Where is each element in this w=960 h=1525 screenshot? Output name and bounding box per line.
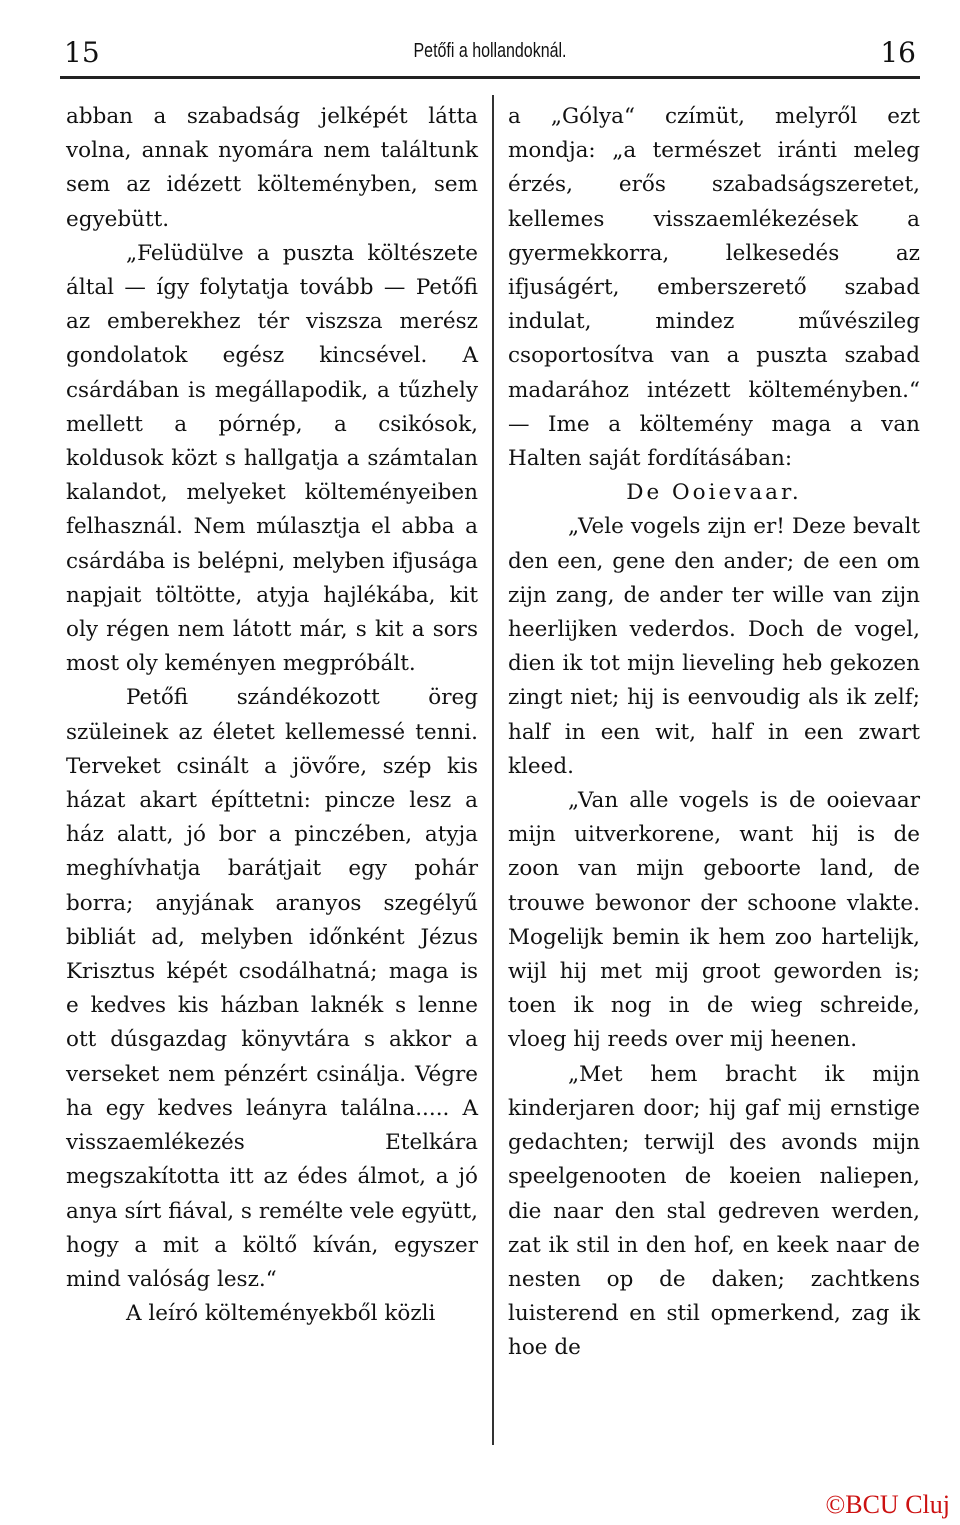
left-paragraph-4: A leíró költeményekből közli [126,1301,436,1327]
right-paragraph-4: „Met hem bracht ik mijn kinderjaren door; hij gaf mij ernstige gedachten; terwijl des avonds mijn speelgenooten de koeien naliepen, die naar den stal gedreven werden, zat ik stil in den hof, en keek naar de nesten op de daken; zachtkens luisterend en stil opmerkend, zag ik hoe de [508,1061,920,1361]
right-paragraph-3: „Van alle vogels is de ooievaar mijn uitverkorene, want hij is de zoon van mijn geboorte land, de trouwe bewonor der schoone vlakte. Mogelijk bemin ik hem zoo hartelijk, wijl hij met mij groot geworden is; toen ik nog in de wieg schreide, vloeg hij reeds over mij heenen. [508,788,920,1053]
header-rule [60,76,920,79]
column-divider [492,95,494,1445]
poem-title: De Ooievaar. [626,480,802,506]
running-title: Petőfi a hollandoknál. [413,40,567,62]
left-paragraph-3: Petőfi szándékozott öreg szüleinek az életet kellemessé tenni. Terveket csinált a jövőre, szép kis házat akart építtetni: pincze lesz a ház alatt, jó bor a pinczében, atyja meghívhatja barátjait egy pohár borra; anyjának aranyos szegélyű bibliát ad, melyben időnként Jézus Krisztus képét csodálhatná; maga is e kedves kis házban laknék s lenne ott dúsgazdag könyvtára s akkor a verseket nem pénzért csinálja. Végre ha egy kedves leányra találna..... A visszaemlékezés Etelkára megszakította itt az édes álmot, a jó anya sírt fiával, s remélte vele együtt, hogy a mit a költő kíván, egyszer mind valóság lesz.“ [66,685,478,1292]
left-paragraph-2: „Felüdülve a puszta költészete által — így folytatja tovább — Petőfi az emberekhez tér viszsza merész gondolatok egész kincsével. A csárdában is megállapodik, a tűzhely mellett a pórnép, a csikósok, koldusok közt s hallgatja a számtalan kalandot, melyeket költeményeiben felhasznál. Nem múlasztja el abba a csárdába is belépni, melyben ifjusága napjait töltötte, atyja hajlékába, kit oly régen nem látott már, s kit a sors most oly keményen megpróbált. [66,240,478,677]
right-paragraph-2: „Vele vogels zijn er! Deze bevalt den een, gene den ander; de een om zijn zang, de ander ter wille van zijn heerlijken vederdos. Doch de vogel, dien ik tot mijn lieveling heb gekozen zingt niet; hij is eenvoudig als ik zelf; half in een wit, half in een zwart kleed. [508,514,920,779]
page-number-right: 16 [880,36,916,69]
right-column [508,100,920,1366]
left-column [66,100,478,1331]
right-paragraph-1: a „Gólya“ czímüt, melyről ezt mondja: „a természet iránti meleg érzés, erős szabadságszeretet, kellemes visszaemlékezések a gyermekkorra, lelkesedés az ifjuságért, emberszerető szabad indulat, mindez művészileg csoportosítva van a puszta szabad madarához intézett költeményben.“ — Ime a költemény maga a van Halten saját fordításában: [508,104,920,472]
library-watermark: ©BCU Cluj [825,1490,950,1519]
page-header [60,30,920,74]
page-number-left: 15 [64,36,100,69]
left-paragraph-1: abban a szabadság jelképét látta volna, annak nyomára nem találtunk sem az idézett költeményben, sem egyebütt. [66,104,478,232]
